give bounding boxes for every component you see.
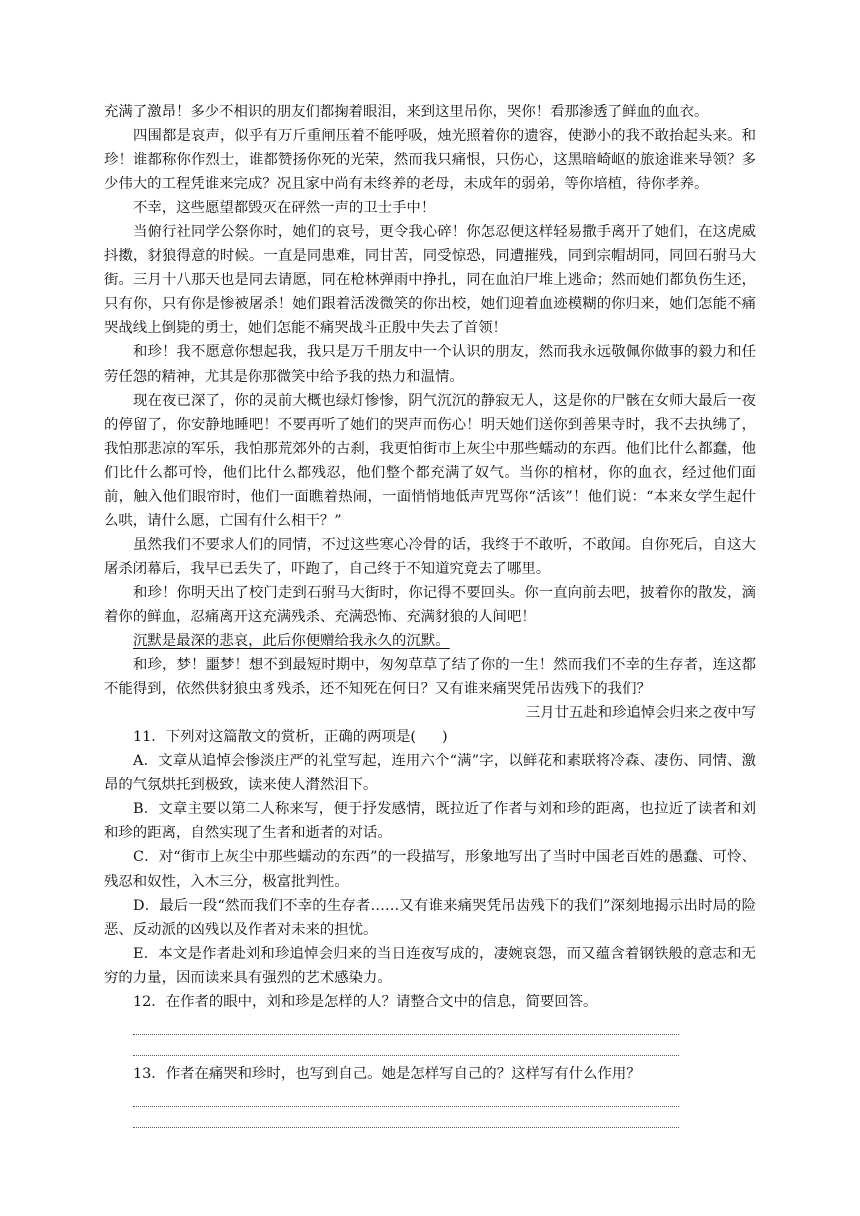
option-d: D．最后一段“然而我们不幸的生存者……又有谁来痛哭凭吊齿残下的我们”深刻地揭示出时局的险恶、反动派的凶残以及作者对未来的担忧。 xyxy=(104,897,756,938)
essay-paragraph: 现在夜已深了，你的灵前大概也绿灯惨惨，阴气沉沉的静寂无人，这是你的尸骸在女师大最后一夜的停留了，你安静地睡吧！不要再听了她们的哭声而伤心！明天她们送你到善果寺时，我不去执绋了，我怕那悲凉的军乐，我怕那荒郊外的古刹，我更怕街市上灰尘中那些蠕动的东西。他们比什么都蠢，他们比什么都可怜，他们比什么都残忍，他们整个都充满了奴气。当你的棺材，你的血衣，经过他们面前，触入他们眼帘时，他们一面瞧着热闹，一面悄悄地低声咒骂你“活该”！他们说：“本来女学生起什么哄，请什么愿，亡国有什么相干？” xyxy=(104,392,756,529)
question-13 xyxy=(104,1062,756,1128)
question-12 xyxy=(104,990,756,1056)
essay-paragraph: 和珍！我不愿意你想起我，我只是万千朋友中一个认识的朋友，然而我永远敬佩你做事的毅力和任劳任怨的精神，尤其是你那微笑中给予我的热力和温情。 xyxy=(104,344,756,385)
answer-line[interactable] xyxy=(133,1107,679,1128)
exam-page xyxy=(104,100,756,1128)
question-12-stem: 12．在作者的眼中，刘和珍是怎样的人？请整合文中的信息，简要回答。 xyxy=(133,993,598,1010)
answer-line[interactable] xyxy=(133,1086,679,1107)
underlined-sentence: 沉默是最深的悲哀，此后你便赠给我永久的沉默。 xyxy=(133,633,450,650)
question-13-stem: 13．作者在痛哭和珍时，也写到自己。她是怎样写自己的？这样写有什么作用？ xyxy=(133,1065,641,1082)
essay-paragraph: 和珍！你明天出了校门走到石驸马大街时，你记得不要回头。你一直向前去吧，披着你的散发，滴着你的鲜血，忍痛离开这充满残杀、充满恐怖、充满豺狼的人间吧！ xyxy=(104,584,756,625)
question-11-stem xyxy=(104,725,756,749)
question-11 xyxy=(104,725,756,990)
essay-signature: 三月廿五赴和珍追悼会归来之夜中写 xyxy=(525,705,756,722)
question-11-stem-text: 11．下列对这篇散文的赏析，正确的两项是( xyxy=(133,729,416,746)
essay-paragraph: 当俯行社同学公祭你时，她们的哀号，更令我心碎！你怎忍便这样轻易撒手离开了她们，在这虎威抖擞，豺狼得意的时候。一直是同患难，同甘苦，同受惊恐，同遭摧残，同到宗帽胡同，同回石驸马大街。三月十八那天也是同去请愿，同在枪林弹雨中挣扎，同在血泊尸堆上逃命；然而她们都负伤生还，只有你，只有你是惨被屠杀！她们跟着活泼微笑的你出校，她们迎着血迹模糊的你归来，她们怎能不痛哭战线上倒毙的勇士，她们怎能不痛哭战斗正殷中失去了首领！ xyxy=(104,224,756,337)
option-a: A．文章从追悼会惨淡庄严的礼堂写起，连用六个“满”字，以鲜花和素联将冷森、凄伤、同情、激昂的气氛烘托到极致，读来使人潸然泪下。 xyxy=(104,753,756,794)
option-e: E．本文是作者赴刘和珍追悼会归来的当日连夜写成的，凄婉哀怨，而又蕴含着钢铁般的意志和无穷的力量，因而读来具有强烈的艺术感染力。 xyxy=(104,945,756,986)
question-11-stem-close: ) xyxy=(441,729,448,746)
essay-paragraph: 充满了激昂！多少不相识的朋友们都掬着眼泪，来到这里吊你，哭你！看那渗透了鲜血的血衣。 xyxy=(104,104,709,120)
essay-paragraph: 虽然我们不要求人们的同情，不过这些寒心冷骨的话，我终于不敢听，不敢闻。自你死后，自这大屠杀闭幕后，我早已丢失了，吓跑了，自己终于不知道究竟去了哪里。 xyxy=(104,536,756,577)
answer-line[interactable] xyxy=(133,1014,679,1035)
option-c: C．对“街市上灰尘中那些蠕动的东西”的一段描写，形象地写出了当时中国老百姓的愚蠢、可怜、残忍和奴性，入木三分，极富批判性。 xyxy=(104,849,756,890)
essay-paragraph: 不幸，这些愿望都毁灭在砰然一声的卫士手中！ xyxy=(133,200,436,217)
essay-body xyxy=(104,100,756,725)
answer-line[interactable] xyxy=(133,1035,679,1056)
option-b: B．文章主要以第二人称来写，便于抒发感情，既拉近了作者与刘和珍的距离，也拉近了读者和刘和珍的距离，自然实现了生者和逝者的对话。 xyxy=(104,801,756,842)
essay-paragraph: 和珍，梦！噩梦！想不到最短时期中，匆匆草草了结了你的一生！然而我们不幸的生存者，连这都不能得到，依然供豺狼虫豸残杀，还不知死在何日？又有谁来痛哭凭吊齿残下的我们？ xyxy=(104,657,756,698)
essay-paragraph: 四围都是哀声，似乎有万斤重闸压着不能呼吸，烛光照着你的遗容，使渺小的我不敢抬起头来。和珍！谁都称你作烈士，谁都赞扬你死的光荣，然而我只痛恨，只伤心，这黑暗崎岖的旅途谁来导领？多少伟大的工程凭谁来完成？况且家中尚有未终养的老母，未成年的弱弟，等你培植，待你孝养。 xyxy=(104,128,756,193)
essay-paragraph-underlined xyxy=(104,629,756,653)
